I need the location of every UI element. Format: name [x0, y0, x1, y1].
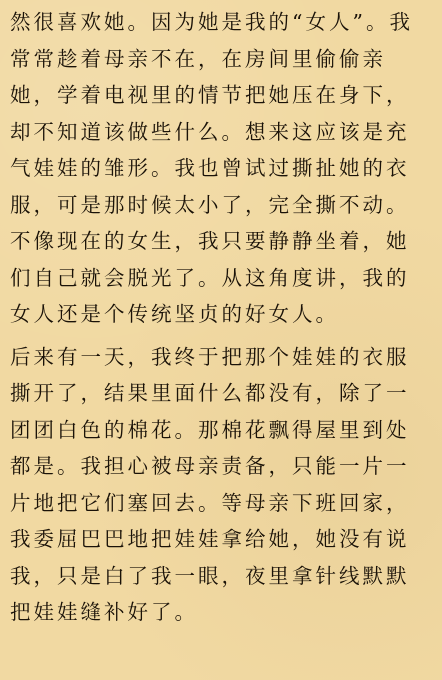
paragraph-1	[10, 4, 432, 333]
text-line: 常常趁着母亲不在，在房间里偷偷亲	[10, 46, 386, 71]
text-line: 把娃娃缝补好了。	[10, 600, 198, 624]
text-line: 们自己就会脱光了。从这角度讲，我的	[10, 265, 410, 290]
text-line: 后来有一天，我终于把那个娃娃的衣服	[10, 344, 410, 369]
text-line: 女人还是个传统坚贞的好女人。	[10, 302, 339, 326]
text-line: 不像现在的女生，我只要静静坐着，她	[10, 229, 410, 253]
text-line: 团团白色的棉花。那棉花飘得屋里到处	[10, 417, 410, 442]
text-line: 我委屈巴巴地把娃娃拿给她，她没有说	[10, 527, 410, 551]
paragraph-2	[10, 339, 432, 631]
text-line: 撕开了，结果里面什么都没有，除了一	[10, 381, 410, 405]
text-line: 服，可是那时候太小了，完全撕不动。	[10, 192, 410, 217]
text-line: 却不知道该做些什么。想来这应该是充	[10, 119, 410, 144]
text-line: 片地把它们塞回去。等母亲下班回家，	[10, 490, 410, 515]
text-line: 她，学着电视里的情节把她压在身下，	[10, 83, 410, 107]
text-line: 我，只是白了我一眼，夜里拿针线默默	[10, 563, 410, 588]
text-line: 然很喜欢她。因为她是我的“女人”。我	[10, 10, 413, 34]
text-line: 都是。我担心被母亲责备，只能一片一	[10, 454, 410, 478]
text-line: 气娃娃的雏形。我也曾试过撕扯她的衣	[10, 156, 410, 180]
